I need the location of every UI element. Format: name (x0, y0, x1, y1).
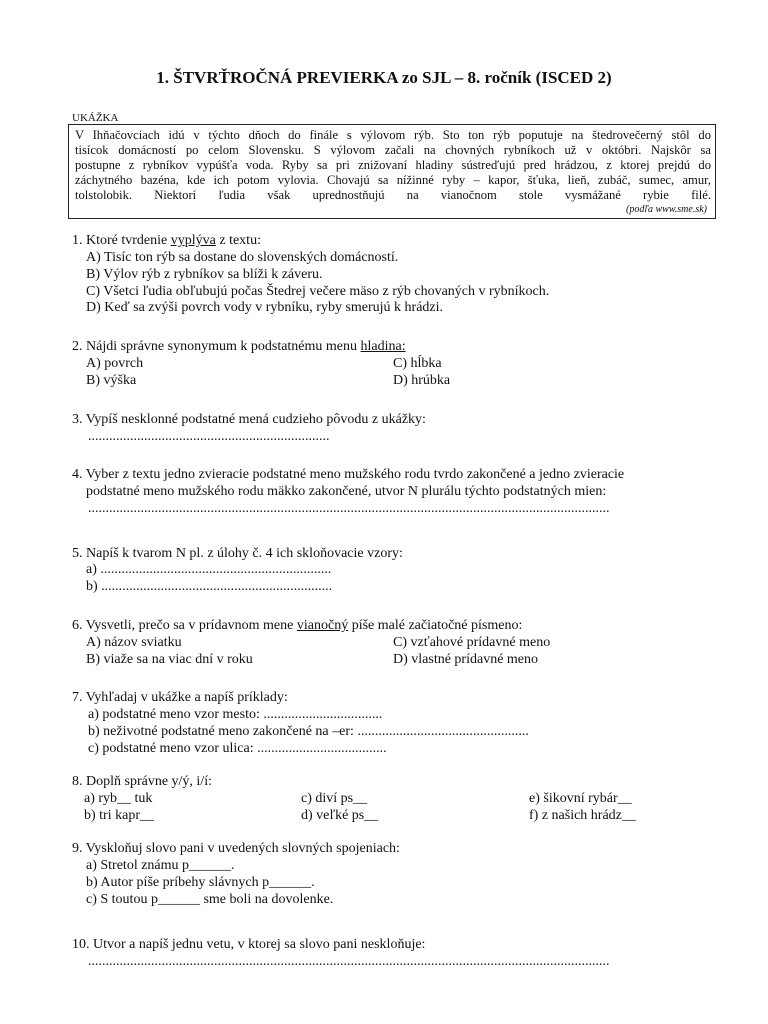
q1-text-end: z textu: (215, 233, 261, 248)
q1-option-b: B) Výlov rýb z rybníkov sa blíži k záveru. (86, 267, 323, 282)
sample-line: postupne z rybníkov vypúšťa voda. Ryby sa pri znižovaní hladiny sústreďujú pred hrádzou, z ktorej prejdú do (75, 158, 711, 172)
question-4: 4. Vyber z textu jedno zvieracie podstatné meno mužského rodu tvrdo zakončené a jedno zvieracie (72, 467, 625, 482)
sample-label: UKÁŽKA (72, 112, 119, 124)
sample-line: tolstolobik. Niektorí ľudia však uprednostňujú na vianočnom stole vysmážané rybie filé. (75, 188, 711, 202)
question-6 (72, 617, 522, 634)
q2-option-b: B) výška (86, 373, 137, 388)
q9-item-b: b) Autor píše príbehy slávnych p______. (86, 875, 315, 890)
question-1 (72, 232, 261, 249)
q7-item-b: b) neživotné podstatné meno zakončené na –er: ................................................. (88, 724, 529, 739)
q8-item-a: a) ryb__ tuk (84, 791, 153, 806)
page-title: 1. ŠTVRŤROČNÁ PREVIERKA zo SJL – 8. ročník (ISCED 2) (156, 68, 612, 87)
question-10: 10. Utvor a napíš jednu vetu, v ktorej sa slovo pani neskloňuje: (72, 937, 426, 952)
q9-item-a: a) Stretol známu p______. (86, 858, 235, 873)
q2-option-d: D) hrúbka (393, 373, 451, 388)
q10-answer-line: ..................................................................................................................................................... (88, 954, 610, 969)
q8-item-d: d) veľké ps__ (301, 808, 379, 823)
q2-underlined: hladina: (360, 339, 406, 354)
sample-line: tisícok domácností po celom Slovensku. S výlovom začali na chovných rybníkoch už v októbri. Najskôr sa (75, 143, 711, 157)
q7-item-c: c) podstatné meno vzor ulica: ..................................... (88, 741, 387, 756)
q2-option-a: A) povrch (86, 356, 144, 371)
question-7: 7. Vyhľadaj v ukážke a napíš príklady: (72, 690, 288, 705)
q7-item-a: a) podstatné meno vzor mesto: .................................. (88, 707, 383, 722)
q6-option-b: B) viaže sa na viac dní v roku (86, 652, 253, 667)
q8-item-f: f) z našich hrádz__ (529, 808, 636, 823)
q9-item-c: c) S toutou p______ sme boli na dovolenke. (86, 892, 334, 907)
q6-text-end: píše malé začiatočné písmeno: (348, 618, 523, 633)
q1-option-d: D) Keď sa zvýši povrch vody v rybníku, ryby smerujú k hrádzi. (86, 300, 444, 315)
question-2 (72, 338, 406, 355)
sample-line: záchytného bazéna, kde ich potom vylovia. Chovajú sa nížinné ryby – kapor, šťuka, lieň, zubáč, sumec, amur, (75, 173, 711, 187)
q1-underlined: vyplýva (170, 233, 216, 248)
q6-option-c: C) vzťahové prídavné meno (393, 635, 551, 650)
q2-text: 2. Nájdi správne synonymum k podstatnému menu (72, 339, 361, 354)
q6-option-a: A) názov sviatku (86, 635, 182, 650)
q4-answer-line: ..................................................................................................................................................... (88, 501, 610, 516)
question-9: 9. Vyskloňuj slovo pani v uvedených slovných spojeniach: (72, 841, 400, 856)
q1-option-a: A) Tisíc ton rýb sa dostane do slovenských domácností. (86, 250, 399, 265)
q8-item-e: e) šikovní rybár__ (529, 791, 632, 806)
q5-answer-b: b) .................................................................. (86, 579, 333, 594)
question-3: 3. Vypíš nesklonné podstatné mená cudzieho pôvodu z ukážky: (72, 412, 426, 427)
q6-underlined: vianočný (296, 618, 349, 633)
sample-source: (podľa www.sme.sk) (626, 204, 707, 215)
q8-item-c: c) diví ps__ (301, 791, 368, 806)
q6-option-d: D) vlastné prídavné meno (393, 652, 539, 667)
question-8: 8. Doplň správne y/ý, i/í: (72, 774, 212, 789)
question-4-cont: podstatné meno mužského rodu mäkko zakončené, utvor N plurálu týchto podstatných mien: (86, 484, 607, 499)
sample-line: V Ihňačovciach idú v týchto dňoch do finále s výlovom rýb. Sto ton rýb poputuje na štedrovečerný stôl do (75, 128, 711, 142)
q8-item-b: b) tri kapr__ (84, 808, 154, 823)
q2-option-c: C) hĺbka (393, 356, 442, 371)
q6-text: 6. Vysvetli, prečo sa v prídavnom mene (72, 618, 297, 633)
q1-option-c: C) Všetci ľudia obľubujú počas Štedrej večere mäso z rýb chovaných v rybníkoch. (86, 284, 550, 299)
q3-answer-line: ..................................................................... (88, 429, 330, 444)
q5-answer-a: a) .................................................................. (86, 562, 332, 577)
sample-box (68, 124, 716, 219)
question-5: 5. Napíš k tvarom N pl. z úlohy č. 4 ich skloňovacie vzory: (72, 546, 403, 561)
q1-text: 1. Ktoré tvrdenie (72, 233, 171, 248)
